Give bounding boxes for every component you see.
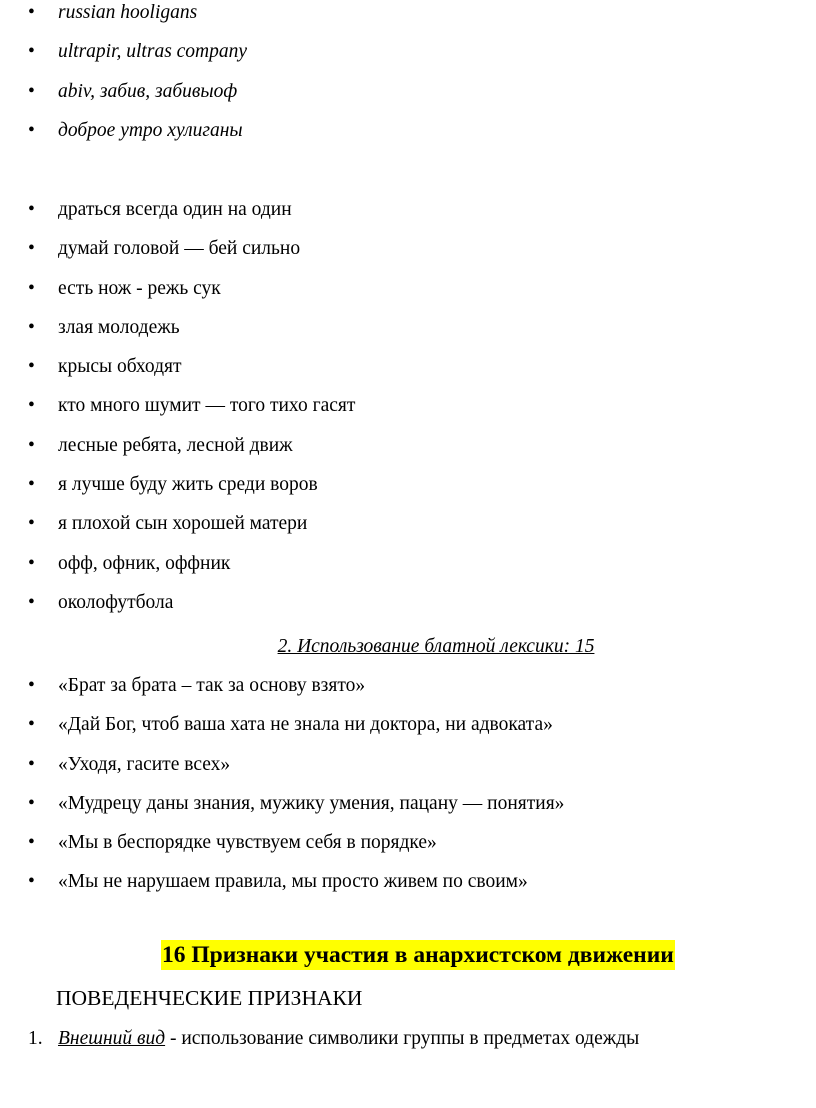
- bullet-icon: •: [28, 552, 35, 574]
- item-description: - использование символики группы в предметах одежды: [165, 1028, 640, 1049]
- list-item-text: ultrapir, ultras company: [58, 41, 248, 63]
- list-item-text: «Уходя, гасите всех»: [58, 753, 231, 775]
- bullet-icon: •: [28, 474, 35, 496]
- list-item-text: доброе утро хулиганы: [58, 119, 243, 141]
- bullet-icon: •: [28, 80, 35, 102]
- bullet-icon: •: [28, 434, 35, 456]
- list-item-text: злая молодежь: [58, 316, 180, 338]
- list-item-text: abiv, забив, забивыоф: [58, 80, 238, 102]
- bullet-icon: •: [28, 119, 35, 141]
- bullet-icon: •: [28, 753, 35, 775]
- list-item-text: есть нож - режь сук: [58, 277, 221, 299]
- bullet-icon: •: [28, 792, 35, 814]
- list-item-text: «Брат за брата – так за основу взято»: [58, 675, 366, 696]
- list-item-text: думай головой — бей сильно: [58, 238, 301, 260]
- list-item-text: «Дай Бог, чтоб ваша хата не знала ни доктора, ни адвоката»: [58, 714, 553, 736]
- bullet-icon: •: [28, 395, 35, 417]
- bullet-icon: •: [28, 675, 35, 696]
- list-item-text: драться всегда один на один: [58, 199, 292, 220]
- bullet-icon: •: [28, 714, 35, 736]
- subheading: 2. Использование блатной лексики: 15: [277, 636, 595, 657]
- bullet-icon: •: [28, 199, 35, 220]
- item-text: [58, 1026, 639, 1052]
- bullet-icon: •: [28, 41, 35, 63]
- bullet-icon: •: [28, 316, 35, 338]
- bullet-icon: •: [28, 277, 35, 299]
- list-item-text: «Мудрецу даны знания, мужику умения, пацану — понятия»: [58, 792, 565, 814]
- bullet-icon: •: [28, 832, 35, 854]
- list-item-text: лесные ребята, лесной движ: [58, 434, 293, 456]
- list-item-text: «Мы не нарушаем правила, мы просто живем по своим»: [58, 871, 528, 893]
- section-title: 16 Признаки участия в анархистском движении: [162, 942, 674, 968]
- list-item-text: я лучше буду жить среди воров: [58, 474, 318, 496]
- list-item-text: офф, офник, оффник: [58, 552, 231, 574]
- bullet-icon: •: [28, 356, 35, 378]
- bullet-icon: •: [28, 591, 35, 613]
- bullet-icon: •: [28, 513, 35, 535]
- list-item-text: «Мы в беспорядке чувствуем себя в порядке»: [58, 832, 437, 854]
- item-term: Внешний вид: [58, 1028, 166, 1049]
- list-item-text: крысы обходят: [58, 356, 182, 378]
- list-item-text: я плохой сын хорошей матери: [58, 513, 308, 535]
- bullet-icon: •: [28, 238, 35, 260]
- list-item-text: russian hooligans: [58, 2, 198, 23]
- list-item-text: кто много шумит — того тихо гасят: [58, 395, 356, 417]
- list-item-text: околофутбола: [58, 591, 174, 613]
- caps-heading: ПОВЕДЕНЧЕСКИЕ ПРИЗНАКИ: [56, 986, 363, 1010]
- bullet-icon: •: [28, 2, 35, 23]
- bullet-icon: •: [28, 871, 35, 893]
- item-number: 1.: [28, 1028, 43, 1049]
